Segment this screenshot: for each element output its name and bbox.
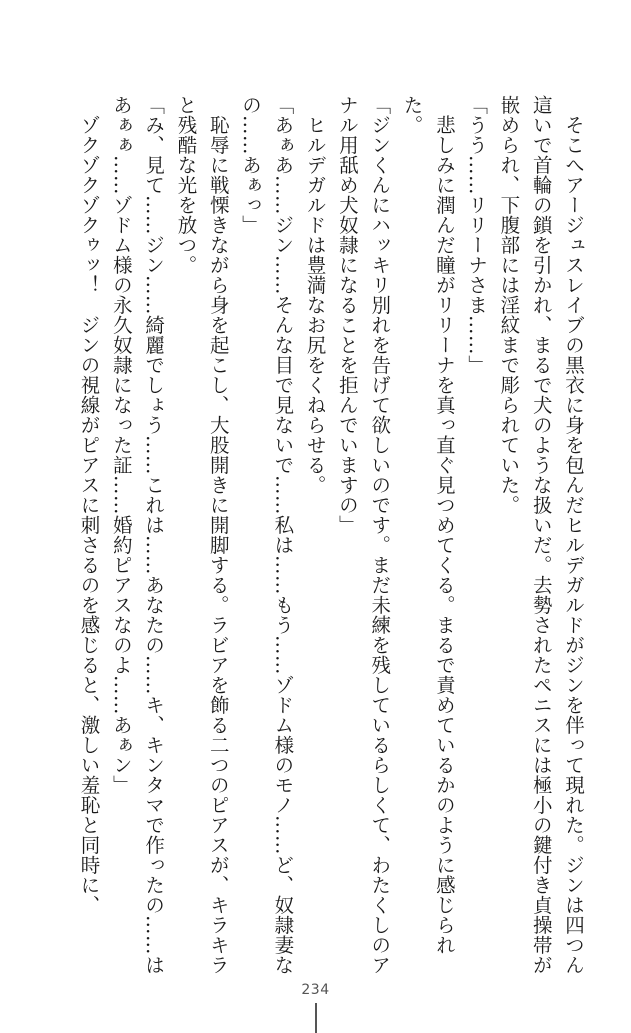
narration-paragraph: ゾクゾクゾクゥッ！ ジンの視線がピアスに刺さるのを感じると、激しい羞恥と同時に、: [77, 114, 101, 915]
dialogue-line: 「うう……リリーナさま……」: [465, 95, 489, 375]
vertical-text-body: [9, 95, 589, 975]
page-number: 234: [301, 982, 330, 998]
narration-paragraph: 恥辱に戦慄きながら身を起こし、大股開きに開脚する。ラビアを飾る二つのピアスが、キラキラと残酷な光を放つ。: [174, 95, 230, 975]
narration-paragraph: 悲しみに潤んだ瞳がリリーナを真っ直ぐ見つめてくる。まるで責めているかのように感じられた。: [400, 95, 456, 955]
dialogue-line: 「あぁあ……ジン……そんな目で見ないで……私は……もう……ゾドム様のモノ……ど、奴隷妻なの……あぁっ」: [239, 95, 295, 975]
page-number-rule: [315, 1003, 317, 1033]
narration-paragraph: ヒルデガルドは豊満なお尻をくねらせる。: [303, 114, 327, 495]
dialogue-line: 「ジンくんにハッキリ別れを告げて欲しいのです。まだ未練を残しているらしくて、わたくしのアナル用舐め犬奴隷になることを拒んでいますの」: [335, 95, 392, 975]
dialogue-line: 「み、見て……ジン……綺麗でしょう……これは……あなたの……キ、キンタマで作ったの……はあぁぁ……ゾドム様の永久奴隷になった証……婚約ピアスなのよ……あぁン」: [109, 95, 166, 975]
narration-paragraph: そこへアージュスレイブの黒衣に身を包んだヒルデガルドがジンを伴って現れた。ジンは四つん這いで首輪の鎖を引かれ、まるで犬のような扱いだ。去勢されたペニスには極小の鍵付き貞操帯が嵌められ、下腹部には淫紋まで彫られていた。: [497, 95, 585, 975]
